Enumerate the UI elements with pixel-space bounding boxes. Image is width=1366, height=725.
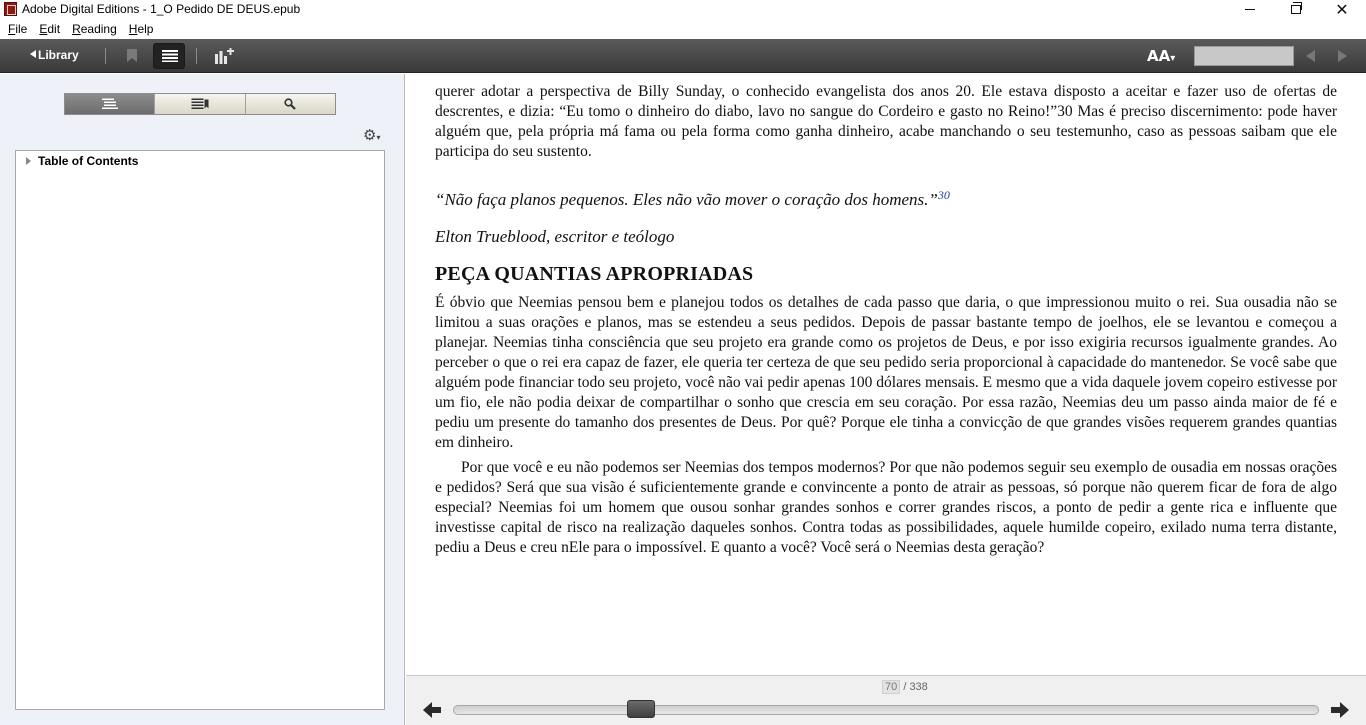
body-paragraph: Por que você e eu não podemos ser Neemias dos tempos modernos? Por que não podemos seguir seu exemplo de ousadia em nossas orações e pedidos? Será que sua visão é suficientemente grande e convincente a ponto de atrair as pessoas, só porque não querem ficar de fora de algo especial? Neemias foi um homem que ousou sonhar grandes sonhos e correr grandes riscos, a ponto de pedir a gente rica e influente que investisse capital de risco na realização daqueles sonhos. Contra todas as possibilidades, aquele humilde copeiro, exilado numa terra distante, pediu a Deus e creu nEle para o impossível. E quanto a você? Você será o Neemias desta geração? <box>435 459 1337 556</box>
table-of-contents-tab[interactable] <box>65 94 155 114</box>
section-heading: PEÇA QUANTIAS APROPRIADAS <box>435 263 754 285</box>
page-navigation-bar <box>406 675 1366 725</box>
window-title: Adobe Digital Editions - 1_O Pedido DE DEUS.epub <box>22 2 301 16</box>
toolbar <box>0 39 1366 73</box>
page-separator: / <box>903 681 907 693</box>
menu-bar <box>0 19 1366 39</box>
close-icon: ✕ <box>1335 0 1349 19</box>
page-counter <box>882 681 928 693</box>
minimize-button[interactable] <box>1227 0 1273 19</box>
chevron-down-icon: ▾ <box>376 133 381 142</box>
library-button[interactable] <box>30 48 79 62</box>
search-tab[interactable] <box>246 94 335 114</box>
menu-edit-label: dit <box>47 22 61 36</box>
font-size-icon: AA <box>1147 47 1171 65</box>
close-button[interactable] <box>1319 0 1365 19</box>
navigation-panel <box>0 74 405 725</box>
menu-reading[interactable] <box>72 19 117 39</box>
menu-help-mnemonic: H <box>128 22 138 36</box>
current-page-field[interactable]: 70 <box>882 680 900 694</box>
table-of-contents-icon <box>102 99 118 110</box>
panel-settings-button[interactable] <box>363 126 380 144</box>
menu-edit-mnemonic: E <box>39 22 48 36</box>
previous-result-icon[interactable] <box>1306 50 1315 62</box>
search-field[interactable] <box>1194 46 1294 66</box>
body-paragraph: querer adotar a perspectiva de Billy Sunday, o conhecido evangelista dos anos 20. Ele estava disposto a aceitar e fazer uso de ofertas de descrentes, e dizia: “Eu tomo o dinheiro do diabo, lavo no sangue do Cordeiro e gasto no Reino!”30 Mas é preciso discernimento: pode haver alguém que, pela própria má fama ou pela forma como ganha dinheiro, acabe manchando o seu testemunho, caso as pessoas saibam que ele participa do seu sustento. <box>435 83 1337 160</box>
restore-button[interactable] <box>1273 0 1319 19</box>
footnote-link[interactable]: 30 <box>937 188 950 202</box>
menu-file-label: ile <box>15 22 28 36</box>
back-arrow-icon <box>30 50 36 58</box>
title-bar <box>0 0 1366 19</box>
menu-edit[interactable] <box>39 19 60 39</box>
page-slider-track[interactable] <box>453 705 1319 715</box>
panel-tab-group <box>64 93 336 115</box>
epigraph-quote <box>435 184 1337 211</box>
epigraph-text: “Não faça planos pequenos. Eles não vão mover o coração dos homens.” <box>435 190 938 209</box>
page-slider-thumb[interactable] <box>627 700 655 718</box>
previous-page-icon[interactable] <box>423 702 441 718</box>
bookmarks-list-icon <box>191 99 208 110</box>
total-pages: 338 <box>909 681 928 693</box>
reading-pane <box>406 74 1366 675</box>
menu-file-mnemonic: F <box>8 22 16 36</box>
toc-item[interactable] <box>26 154 138 168</box>
gear-icon: ⚙ <box>363 126 377 144</box>
menu-file[interactable] <box>8 19 27 39</box>
next-page-icon[interactable] <box>1331 702 1349 718</box>
epigraph-author: Elton Trueblood, escritor e teólogo <box>435 227 675 246</box>
library-label: Library <box>38 48 79 62</box>
menu-reading-mnemonic: R <box>72 22 81 36</box>
menu-help[interactable] <box>129 19 154 39</box>
font-size-button[interactable] <box>1147 47 1175 65</box>
toolbar-divider <box>196 48 197 64</box>
table-of-contents-tree <box>15 150 385 710</box>
add-stats-icon[interactable] <box>214 48 234 64</box>
body-paragraph: É óbvio que Neemias pensou bem e planejou todos os detalhes de cada passo que daria, o que impressionou muito o rei. Sua ousadia não se limitou a suas orações e planos, mas se estendeu a seus pedidos. Depois de passar bastante tempo de joelhos, ele se levantou e começou a planejar. Neemias tinha consciência que seu projeto era grande como os projetos de Deus, e por isso exigiria recursos igualmente grandes. Ao perceber o que o rei era capaz de fazer, ele queria ter certeza de que seu pedido seria proporcional à capacidade do mantenedor. Se você sabe que alguém pode financiar todo seu projeto, você não vai pedir apenas 100 dólares mensais. E mesmo que a vida daquele jovem copeiro estivesse por um fio, ele não podia deixar de compartilhar o sonho que crescia em seu coração. Por essa razão, Neemias deu um passo ainda maior de fé e pediu um presente do tamanho dos presentes de Deus. Por quê? Porque ele tinha a convicção de que grandes visões requerem grandes quantias em dinheiro. <box>435 294 1337 451</box>
toc-item-label: Table of Contents <box>38 154 139 168</box>
book-page-content <box>435 82 1337 558</box>
next-result-icon[interactable] <box>1338 50 1347 62</box>
expand-arrow-icon[interactable] <box>26 157 31 165</box>
list-view-icon <box>162 50 178 62</box>
search-icon <box>284 98 296 110</box>
list-view-button[interactable] <box>153 43 185 69</box>
bookmark-icon[interactable] <box>127 49 137 62</box>
bookmarks-tab[interactable] <box>155 94 245 114</box>
restore-icon <box>1291 5 1301 14</box>
toolbar-divider <box>105 48 106 64</box>
menu-help-label: elp <box>137 22 154 36</box>
adobe-digital-editions-icon <box>4 2 17 16</box>
menu-reading-label: eading <box>80 22 117 36</box>
font-size-caret-icon: ▾ <box>1170 53 1176 64</box>
minimize-icon <box>1245 9 1255 10</box>
